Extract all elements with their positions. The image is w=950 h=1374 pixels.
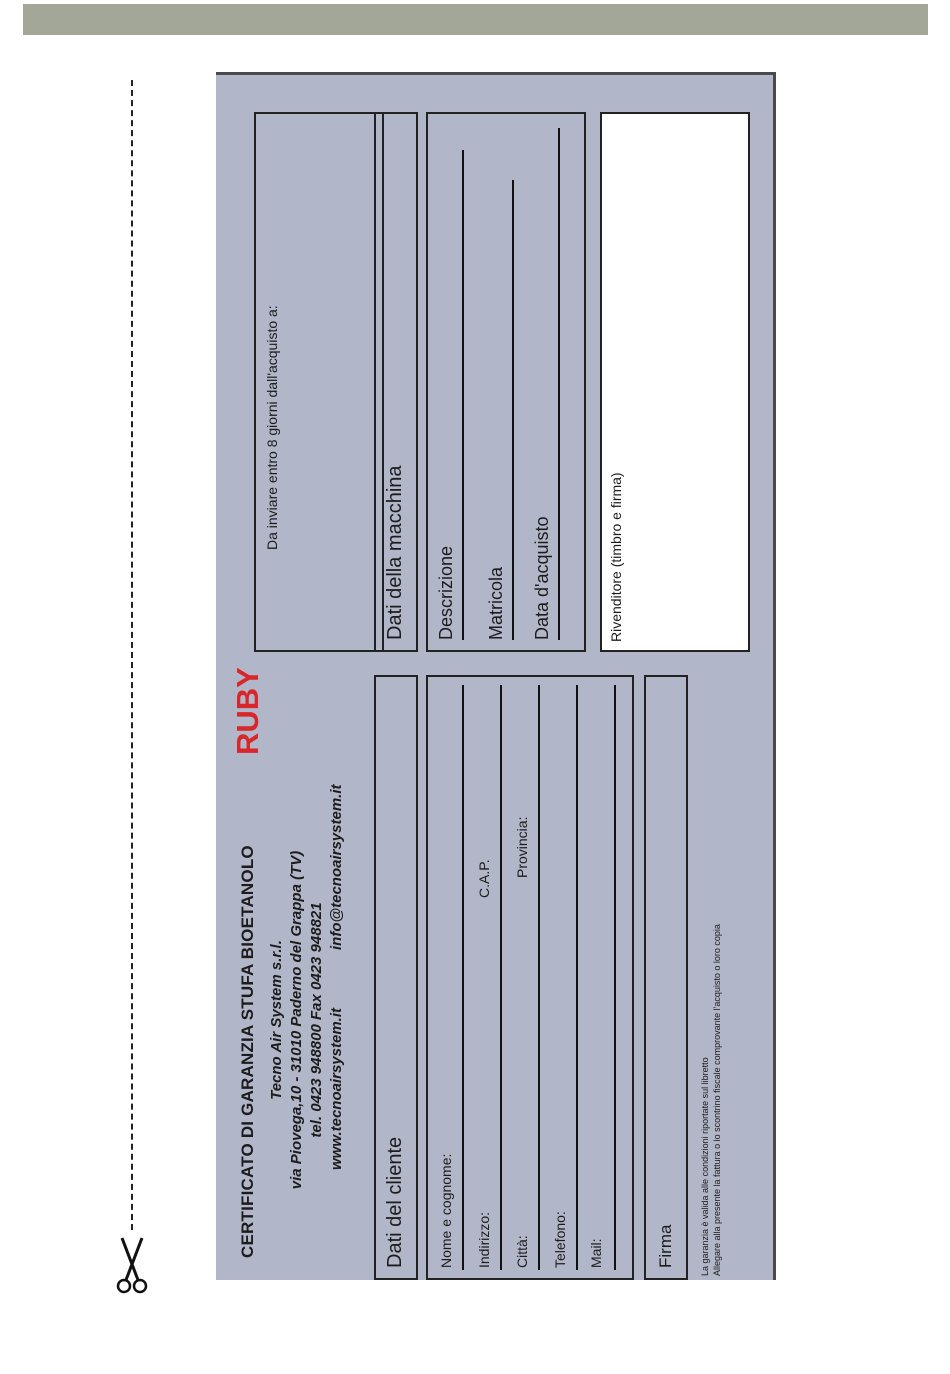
address-field[interactable] bbox=[500, 685, 502, 1270]
city-label: Città: bbox=[514, 1235, 530, 1268]
zip-label: C.A.P. bbox=[476, 859, 492, 898]
serial-label: Matricola bbox=[486, 566, 506, 640]
name-field[interactable] bbox=[462, 685, 464, 1270]
cut-line bbox=[131, 80, 133, 1230]
signature-label: Firma bbox=[656, 1224, 675, 1268]
city-field[interactable] bbox=[538, 685, 540, 1270]
header-bar bbox=[23, 4, 928, 35]
machine-fields-box bbox=[426, 112, 586, 652]
province-label: Provincia: bbox=[514, 816, 530, 878]
purchase-date-label: Data d'acquisto bbox=[532, 516, 552, 640]
company-phone-fax: tel. 0423 948800 Fax 0423 948821 bbox=[308, 902, 325, 1138]
certificate-title: CERTIFICATO DI GARANZIA STUFA BIOETANOLO bbox=[238, 845, 257, 1258]
scissors-icon bbox=[114, 1236, 150, 1298]
send-notice: Da inviare entro 8 giorni dall'acquisto a: bbox=[264, 305, 280, 550]
mail-field[interactable] bbox=[614, 685, 616, 1270]
customer-section-title: Dati del cliente bbox=[384, 1136, 406, 1268]
card-right-edge bbox=[773, 72, 776, 1280]
company-name: Tecno Air System s.r.l. bbox=[268, 940, 285, 1100]
machine-section-header bbox=[374, 112, 418, 652]
address-label: Indirizzo: bbox=[476, 1211, 492, 1268]
phone-label: Telefono: bbox=[552, 1211, 568, 1268]
name-label: Nome e cognome: bbox=[438, 1153, 454, 1268]
send-notice-box bbox=[254, 112, 384, 652]
customer-fields-box bbox=[426, 675, 634, 1280]
dealer-stamp-box[interactable] bbox=[600, 112, 750, 652]
warranty-card-content bbox=[216, 72, 776, 1280]
company-address: via Piovega,10 - 31010 Paderno del Grappa (TV) bbox=[288, 850, 305, 1190]
warranty-card bbox=[216, 72, 776, 1280]
customer-section-header bbox=[374, 675, 418, 1280]
machine-section-title: Dati della macchina bbox=[384, 465, 406, 640]
signature-box[interactable] bbox=[644, 675, 688, 1280]
mail-label: Mail: bbox=[588, 1238, 604, 1268]
card-top-edge bbox=[216, 72, 776, 75]
company-email: info@tecnoairsystem.it bbox=[328, 784, 345, 950]
serial-field[interactable] bbox=[512, 180, 514, 640]
brand-name: RUBY bbox=[230, 667, 265, 755]
purchase-date-field[interactable] bbox=[558, 128, 560, 640]
company-website: www.tecnoairsystem.it bbox=[328, 1008, 345, 1170]
dealer-label: Rivenditore (timbro e firma) bbox=[608, 472, 624, 642]
footnote-conditions: La garanzia è valida alle condizioni riportate sul libretto bbox=[700, 1057, 710, 1276]
description-field[interactable] bbox=[462, 150, 464, 640]
phone-field[interactable] bbox=[576, 685, 578, 1270]
description-label: Descrizione bbox=[436, 545, 456, 640]
footnote-attach: Allegare alla presente la fattura o lo scontrino fiscale comprovante l'acquisto o loro copia bbox=[712, 924, 722, 1276]
